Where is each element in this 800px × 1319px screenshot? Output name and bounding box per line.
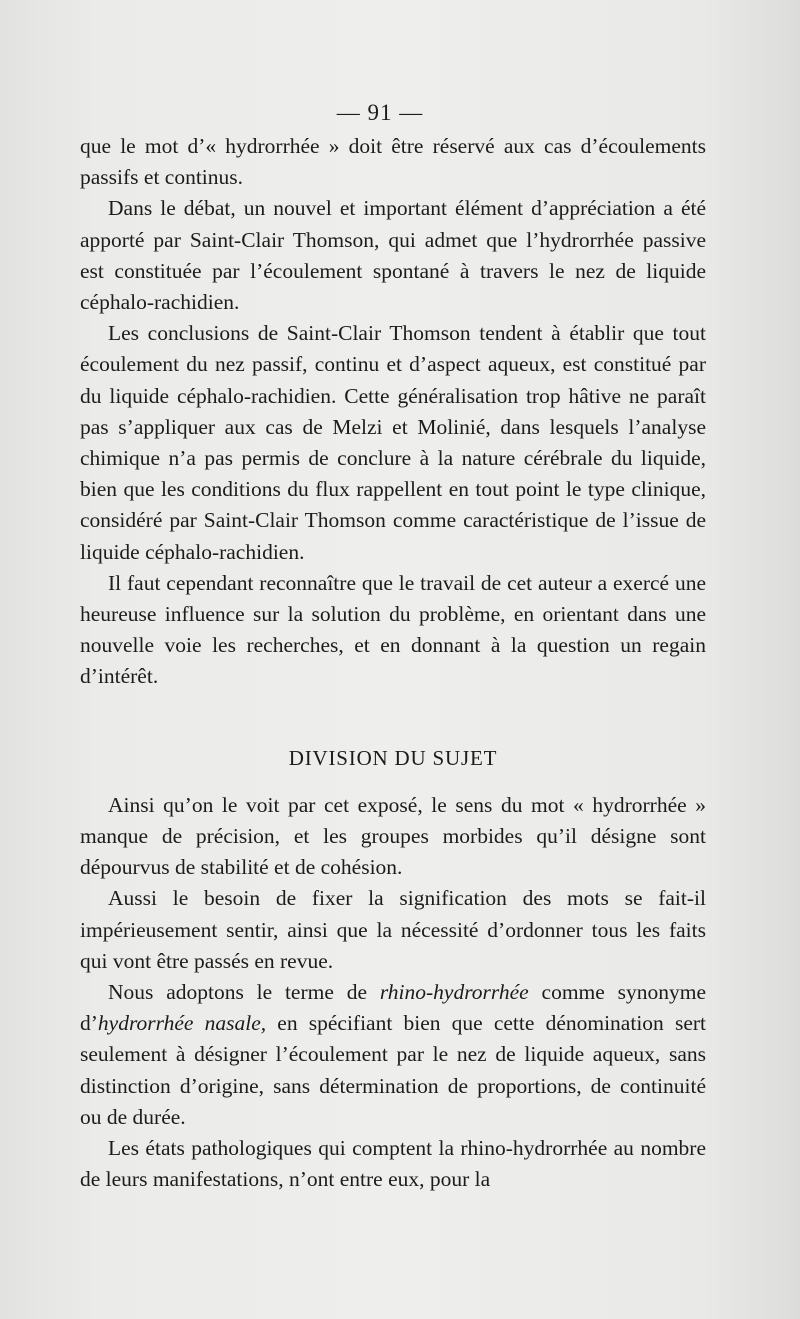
paragraph: Les états pathologiques qui comptent la rhino-hydrorrhée au nombre de leurs manifestations, n’ont entre eux, pour la	[80, 1136, 706, 1192]
paragraph: Il faut cependant reconnaître que le travail de cet auteur a exercé une heureuse influence sur la solution du problème, en orientant dans une nouvelle voie les recherches, et en donnant à la question un regain d’intérêt.	[80, 570, 706, 689]
paragraph-text: en spécifiant bien que cette dénomination sert seulement à désigner l’écoulement par le nez de liquide aqueux, sans distinction d’origine, sans détermination de proportions, de continuité ou de durée.	[80, 1011, 706, 1129]
paragraph: Aussi le besoin de fixer la signification des mots se fait-il impérieusement sentir, ainsi que la nécessité d’ordonner tous les faits qui vont être passés en revue.	[80, 886, 706, 973]
paragraph: Les conclusions de Saint-Clair Thomson tendent à établir que tout écoulement du nez passif, continu et d’aspect aqueux, est constitué par du liquide céphalo-rachidien. Cette généralisation trop hâtive ne paraît pas s’appliquer aux cas de Melzi et Molinié, dans lesquels l’analyse chimique n’a pas permis de conclure à la nature cérébrale du liquide, bien que les conditions du flux rappellent en tout point le type clinique, considéré par Saint-Clair Thomson comme caractéristique de l’issue de liquide céphalo-rachidien.	[80, 321, 706, 564]
paragraph: que le mot d’« hydrorrhée » doit être réservé aux cas d’écoulements passifs et continus.	[80, 134, 706, 190]
paragraph	[80, 977, 706, 1133]
body-text	[80, 131, 706, 1196]
page-number: — 91 —	[336, 100, 424, 125]
paragraph: Ainsi qu’on le voit par cet exposé, le sens du mot « hydrorrhée » manque de précision, et les groupes morbides qu’il désigne sont dépourvus de stabilité et de cohésion.	[80, 792, 706, 880]
paragraph-text: Nous adoptons le terme de	[108, 980, 380, 1005]
paragraph: Dans le débat, un nouvel et important élément d’appréciation a été apporté par Saint-Clair Thomson, qui admet que l’hydrorrhée passive est constituée par l’écoulement spontané à travers le nez de liquide céphalo-rachidien.	[80, 196, 706, 315]
italic-term: rhino-hydrorrhée	[379, 980, 529, 1005]
section-heading: DIVISION DU SUJET	[288, 745, 498, 770]
paragraph-text: comme synonyme d’	[80, 980, 706, 1036]
italic-term: hydrorrhée nasale,	[97, 1011, 267, 1036]
